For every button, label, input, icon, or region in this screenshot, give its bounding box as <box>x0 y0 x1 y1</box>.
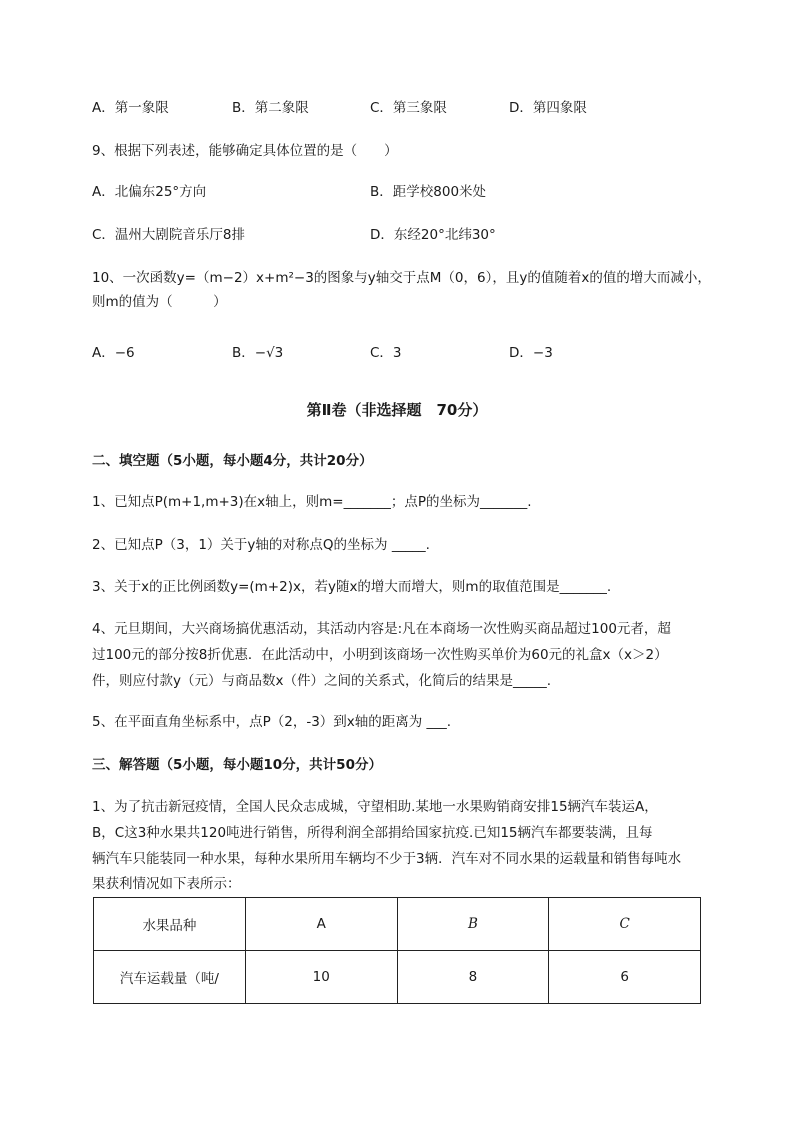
fill-q4-line1: 4、元旦期间，大兴商场搞优惠活动，其活动内容是:凡在本商场一次性购买商品超过100元者，超 <box>92 621 671 637</box>
table-header-cell: B <box>397 898 549 951</box>
q10-stem-line2: 则m的值为（ ） <box>92 294 227 310</box>
solve-q1-line2: B，C这3种水果共120吨进行销售，所得利润全部捐给国家抗疫.已知15辆汽车都要装满，且每 <box>92 825 653 841</box>
table-header-cell: 水果品种 <box>94 898 246 951</box>
q10-option-a: A．−6 <box>92 345 135 361</box>
q9-option-a: A．北偏东25°方向 <box>92 184 207 200</box>
q8-option-b: B．第二象限 <box>232 100 309 116</box>
q10-option-d: D．−3 <box>509 345 553 361</box>
table-row <box>94 951 701 1004</box>
table-cell: 6 <box>549 951 701 1004</box>
table-header-cell: A <box>245 898 397 951</box>
fill-q5: 5、在平面直角坐标系中，点P（2，-3）到x轴的距离为 ___. <box>92 714 452 730</box>
q8-option-d: D．第四象限 <box>509 100 587 116</box>
fill-q1: 1、已知点P(m+1,m+3)在x轴上，则m=_______；点P的坐标为_______. <box>92 494 532 510</box>
fill-q4-line3: 件，则应付款y（元）与商品数x（件）之间的关系式，化简后的结果是_____. <box>92 673 552 689</box>
q10-option-b: B．−√3 <box>232 345 284 361</box>
fill-section-heading: 二、填空题（5小题，每小题4分，共计20分） <box>92 453 373 469</box>
fill-q4-line2: 过100元的部分按8折优惠．在此活动中，小明到该商场一次性购买单价为60元的礼盒x（x＞2） <box>92 647 668 663</box>
q10-option-c: C．3 <box>370 345 402 361</box>
table-header-cell: C <box>549 898 701 951</box>
solve-q1-line1: 1、为了抗击新冠疫情，全国人民众志成城，守望相助.某地一水果购销商安排15辆汽车装运A， <box>92 799 658 815</box>
table-cell: 汽车运载量（吨/ <box>94 951 246 1004</box>
fruit-table <box>93 897 701 1004</box>
q9-stem: 9、根据下列表述，能够确定具体位置的是（ ） <box>92 143 398 159</box>
q9-option-c: C．温州大剧院音乐厅8排 <box>92 227 246 243</box>
fill-q3: 3、关于x的正比例函数y=(m+2)x，若y随x的增大而增大，则m的取值范围是_______. <box>92 579 612 595</box>
q8-option-a: A．第一象限 <box>92 100 169 116</box>
fill-q2: 2、已知点P（3，1）关于y轴的对称点Q的坐标为 _____. <box>92 537 430 553</box>
q10-stem-line1: 10、一次函数y=（m−2）x+m²−3的图象与y轴交于点M（0，6），且y的值随着x的值的增大而减小， <box>92 270 711 286</box>
q9-option-b: B．距学校800米处 <box>370 184 487 200</box>
q8-option-c: C．第三象限 <box>370 100 447 116</box>
solve-section-heading: 三、解答题（5小题，每小题10分，共计50分） <box>92 757 382 773</box>
part2-title: 第Ⅱ卷（非选择题 70分） <box>306 401 488 419</box>
table-cell: 10 <box>245 951 397 1004</box>
solve-q1-line3: 辆汽车只能装同一种水果，每种水果所用车辆均不少于3辆．汽车对不同水果的运载量和销售每吨水 <box>92 851 682 867</box>
table-cell: 8 <box>397 951 549 1004</box>
q9-option-d: D．东经20°北纬30° <box>370 227 496 243</box>
solve-q1-line4: 果获利情况如下表所示： <box>92 876 241 892</box>
table-header-row <box>94 898 701 951</box>
